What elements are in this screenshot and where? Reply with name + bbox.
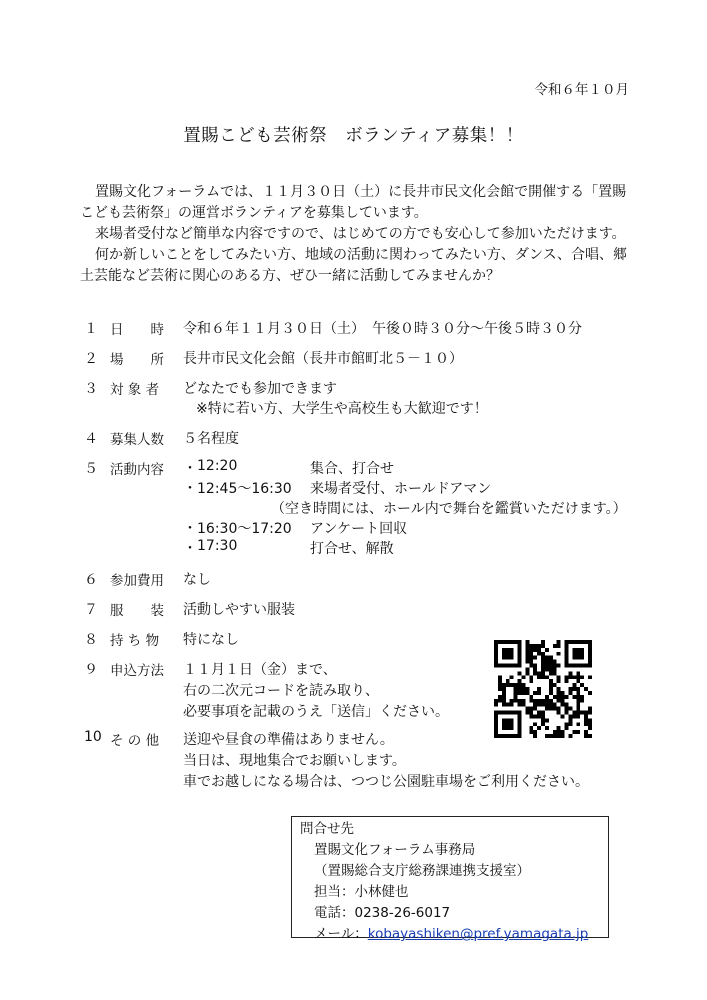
item-label-capacity: 募集人数 (110, 432, 164, 448)
item-value-apply: 右の二次元コードを読み取り、 (183, 683, 379, 699)
item-value-place: 長井市民文化会館（長井市館町北５－１０） (183, 351, 463, 367)
item-value-other: 車でお越しになる場合は、つつじ公園駐車場をご利用ください。 (183, 774, 589, 790)
item-label-other: そ の 他 (110, 733, 160, 749)
item-number: ５ (84, 461, 98, 477)
item-label-activities: 活動内容 (110, 462, 164, 478)
item-number: ４ (84, 431, 98, 447)
activity-desc: 打合せ、解散 (310, 541, 394, 557)
item-number: ７ (84, 602, 98, 618)
contact-box (291, 816, 609, 942)
item-note-target: ※特に若い方、大学生や高校生も大歓迎です！ (196, 401, 488, 417)
item-label-place: 場 所 (110, 352, 164, 368)
activity-bullet: ・ (183, 541, 197, 557)
contact-org: 置賜文化フォーラム事務局 (314, 842, 476, 858)
intro-line: 何か新しいことをしてみたい方、地域の活動に関わってみたい方、ダンス、合唱、郷 (95, 247, 627, 263)
item-value-dress: 活動しやすい服装 (183, 602, 295, 618)
contact-dept: （置賜総合支庁総務課連携支援室） (314, 863, 530, 879)
item-label-dress: 服 装 (110, 603, 164, 619)
contact-heading: 問合せ先 (300, 821, 354, 837)
item-value-apply: １１月１日（金）まで、 (183, 662, 337, 678)
item-label-fee: 参加費用 (110, 573, 164, 589)
item-label-target: 対 象 者 (110, 382, 160, 398)
intro-line: 土芸能など芸術に関心のある方、ぜひ一緒に活動してみませんか？ (80, 268, 500, 284)
item-label-date: 日 時 (110, 322, 164, 338)
activity-time: 12:45～16:30 (197, 481, 292, 497)
item-number: ６ (84, 572, 98, 588)
item-label-apply: 申込方法 (110, 663, 164, 679)
item-value-other: 当日は、現地集合でお願いします。 (183, 753, 406, 769)
contact-email-link[interactable]: kobayashiken@pref.yamagata.jp (367, 926, 589, 942)
item-number: ８ (84, 632, 98, 648)
intro-line: こども芸術祭」の運営ボランティアを募集しています。 (80, 205, 428, 221)
contact-person: 担当：小林健也 (314, 884, 409, 900)
activity-bullet: ・ (183, 461, 197, 477)
activity-bullet: ・ (183, 481, 197, 497)
intro-line: 置賜文化フォーラムでは、１１月３０日（土）に長井市民文化会館で開催する「置賜 (95, 184, 627, 200)
contact-tel: 電話：0238-26-6017 (314, 905, 451, 921)
activity-note: （空き時間には、ホール内で舞台を鑑賞いただけます。） (271, 501, 627, 517)
item-value-other: 送迎や昼食の準備はありません。 (183, 732, 394, 748)
activity-desc: アンケート回収 (310, 521, 408, 537)
item-value-capacity: ５名程度 (183, 431, 239, 447)
item-number: １ (84, 321, 98, 337)
item-value-fee: なし (183, 572, 211, 588)
item-value-belongings: 特になし (183, 632, 239, 648)
contact-email-row (300, 924, 600, 945)
issue-date: 令和６年１０月 (534, 82, 629, 98)
activity-desc: 集合、打合せ (310, 461, 394, 477)
item-number: ２ (84, 351, 98, 367)
item-value-apply: 必要事項を記載のうえ「送信」ください。 (183, 704, 449, 720)
activity-desc: 来場者受付、ホールドアマン (310, 481, 492, 497)
activity-time: 16:30～17:20 (197, 521, 292, 537)
contact-email-label: メール： (314, 926, 368, 942)
item-number: 10 (84, 729, 102, 745)
item-number: ３ (84, 381, 98, 397)
activity-time: 12:20 (197, 458, 238, 474)
item-value-date: 令和６年１１月３０日（土） 午後０時３０分～午後５時３０分 (183, 321, 582, 337)
item-number: ９ (84, 662, 98, 678)
qr-code-icon[interactable] (494, 640, 592, 738)
activity-time: 17:30 (197, 538, 238, 554)
item-label-belongings: 持 ち 物 (110, 633, 160, 649)
intro-line: 来場者受付など簡単な内容ですので、はじめての方でも安心して参加いただけます。 (95, 226, 626, 242)
activity-bullet: ・ (183, 521, 197, 537)
item-value-target: どなたでも参加できます (183, 381, 337, 397)
page-title: 置賜こども芸術祭 ボランティア募集！！ (183, 126, 524, 146)
